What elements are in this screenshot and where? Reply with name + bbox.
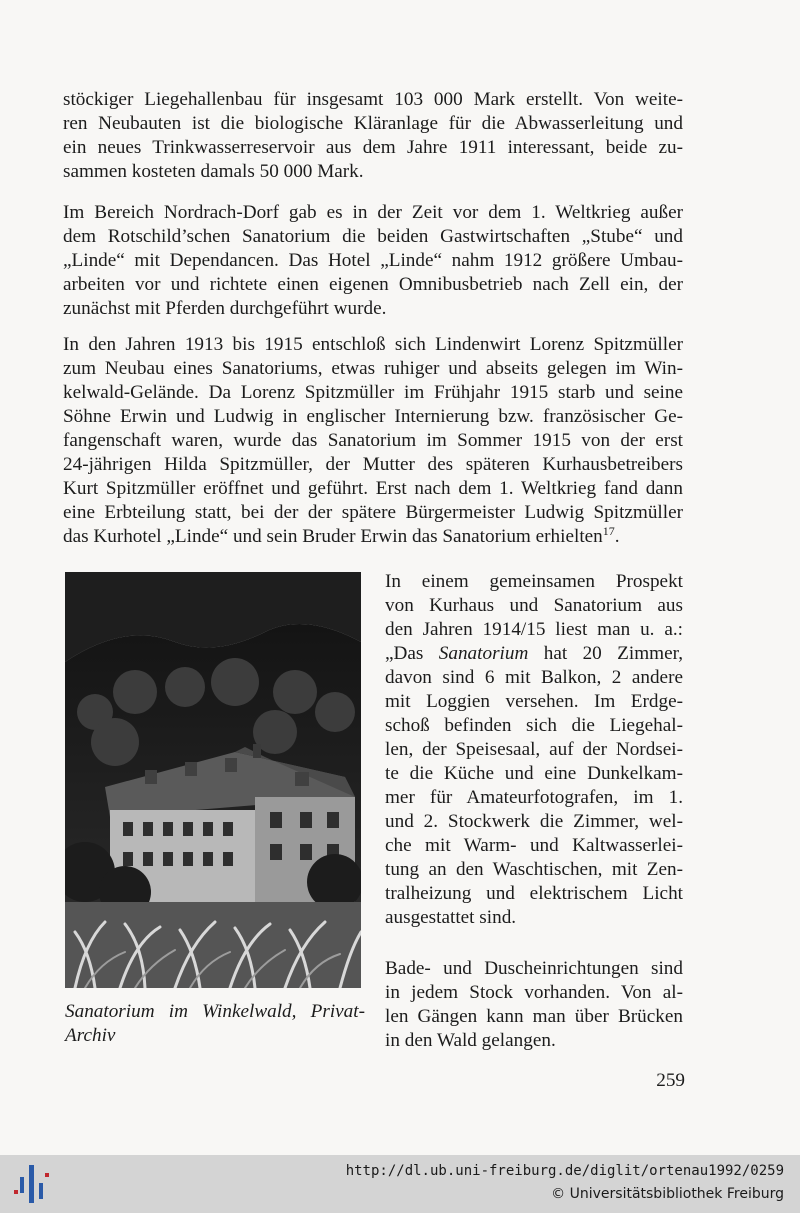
footer-copyright: © Universitätsbibliothek Freiburg bbox=[551, 1186, 784, 1202]
photo-caption bbox=[65, 1000, 365, 1048]
paragraph-3 bbox=[63, 333, 683, 549]
page-number: 259 bbox=[656, 1070, 685, 1091]
sanatorium-photo bbox=[65, 572, 361, 988]
footer-url-link[interactable]: http://dl.ub.uni-freiburg.de/diglit/ortenau1992/0259 bbox=[345, 1163, 784, 1179]
text-line: mit Loggien versehen. Im Erdge- bbox=[385, 691, 683, 712]
text-line: Im Bereich Nordrach-Dorf gab es in der Zeit vor dem 1. Weltkrieg außer bbox=[63, 202, 683, 223]
quote-prefix: „Das bbox=[385, 643, 439, 664]
text-line: ren Neubauten ist die biologische Kläranlage für die Abwasserleitung und bbox=[63, 113, 683, 134]
library-logo-icon bbox=[12, 1163, 52, 1205]
text-line: tung an den Waschtischen, mit Zen- bbox=[385, 859, 683, 880]
text-line: von Kurhaus und Sanatorium aus bbox=[385, 595, 683, 616]
text-line: schoß befinden sich die Liegehal- bbox=[385, 715, 683, 736]
text-line: dem Rotschild’schen Sanatorium die beiden Gastwirtschaften „Stube“ und bbox=[63, 226, 683, 247]
text-line: In einem gemeinsamen Prospekt bbox=[385, 571, 683, 592]
right-column-paragraph-2 bbox=[385, 957, 683, 1053]
text-line: in jedem Stock vorhanden. Von al- bbox=[385, 982, 683, 1003]
text-line: Kurt Spitzmüller eröffnet und geführt. Erst nach dem 1. Weltkrieg fand dann bbox=[63, 478, 683, 499]
text-line: In den Jahren 1913 bis 1915 entschloß sich Lindenwirt Lorenz Spitzmüller bbox=[63, 334, 683, 355]
quote-italic: Sanatorium bbox=[438, 643, 529, 664]
text-line: 24-jährigen Hilda Spitzmüller, der Mutter des späteren Kurhausbetreibers bbox=[63, 454, 683, 475]
text-line: zum Neubau eines Sanatoriums, etwas ruhiger und abseits gelegen im Win- bbox=[63, 358, 683, 379]
text-line: eine Erbteilung statt, bei der der spätere Bürgermeister Ludwig Spitzmüller bbox=[63, 502, 683, 523]
text-line: kelwald-Gelände. Da Lorenz Spitzmüller im Frühjahr 1915 starb und seine bbox=[63, 382, 683, 403]
paragraph-1 bbox=[63, 88, 683, 184]
line-end: . bbox=[614, 526, 620, 547]
line-text: das Kurhotel „Linde“ und sein Bruder Erwin das Sanatorium erhielten bbox=[63, 526, 603, 547]
paragraph-2 bbox=[63, 201, 683, 321]
text-line: Söhne Erwin und Ludwig in englischer Internierung bzw. französischer Ge- bbox=[63, 406, 683, 427]
caption-line: Sanatorium im Winkelwald, Privat- bbox=[65, 1001, 365, 1022]
text-line: tralheizung und elektrischem Licht bbox=[385, 883, 683, 904]
text-line: stöckiger Liegehallenbau für insgesamt 103 000 Mark erstellt. Von weite- bbox=[63, 89, 683, 110]
text-line: in den Wald gelangen. bbox=[385, 1030, 556, 1051]
text-line: davon sind 6 mit Balkon, 2 andere bbox=[385, 667, 683, 688]
text-line: zunächst mit Pferden durchgeführt wurde. bbox=[63, 298, 387, 319]
text-line: len Gängen kann man über Brücken bbox=[385, 1006, 683, 1027]
text-line: mer für Amateurfotografen, im 1. bbox=[385, 787, 683, 808]
text-line: den Jahren 1914/15 liest man u. a.: bbox=[385, 619, 683, 640]
footer-bar bbox=[0, 1155, 800, 1213]
text-line: te die Küche und eine Dunkelkam- bbox=[385, 763, 683, 784]
caption-line: Archiv bbox=[65, 1025, 116, 1046]
footnote-ref: 17 bbox=[602, 524, 615, 538]
text-line: arbeiten vor und richtete einen eigenen Omnibusbetrieb nach Zell ein, der bbox=[63, 274, 683, 295]
text-line: che mit Warm- und Kaltwasserlei- bbox=[385, 835, 683, 856]
text-line: ein neues Trinkwasserreservoir aus dem Jahre 1911 interessant, beide zu- bbox=[63, 137, 683, 158]
text-line: ausgestattet sind. bbox=[385, 907, 517, 928]
text-line-last bbox=[63, 525, 683, 549]
quote-rest: hat 20 Zimmer, bbox=[543, 643, 684, 664]
right-column-paragraph-1 bbox=[385, 570, 683, 930]
text-line: sammen kosteten damals 50 000 Mark. bbox=[63, 161, 364, 182]
text-line: „Linde“ mit Dependancen. Das Hotel „Linde“ nahm 1912 größere Umbau- bbox=[63, 250, 683, 271]
text-line-quote bbox=[385, 642, 683, 666]
text-line: len, der Speisesaal, auf der Nordsei- bbox=[385, 739, 683, 760]
text-line: Bade- und Duscheinrichtungen sind bbox=[385, 958, 683, 979]
text-line: und 2. Stockwerk die Zimmer, wel- bbox=[385, 811, 683, 832]
text-line: fangenschaft waren, wurde das Sanatorium im Sommer 1915 von der erst bbox=[63, 430, 683, 451]
